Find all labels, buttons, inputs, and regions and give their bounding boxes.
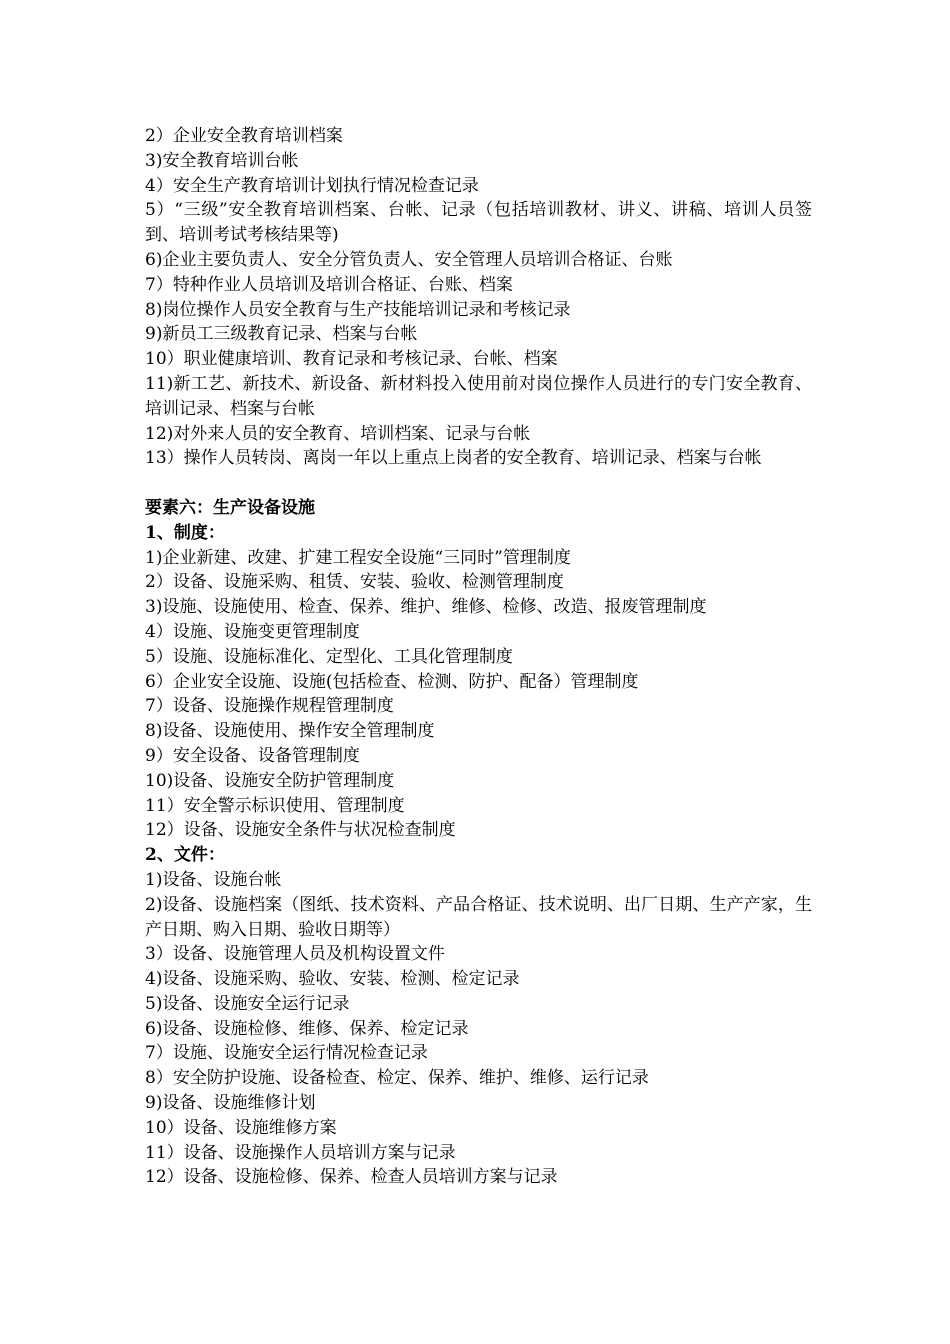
docs-list <box>145 868 812 1190</box>
list-item: 11）设备、设施操作人员培训方案与记录 <box>145 1142 456 1163</box>
list-item: 9)设备、设施维修计划 <box>145 1093 316 1114</box>
section5-list <box>145 124 812 471</box>
list-item: 7）特种作业人员培训及培训合格证、台账、档案 <box>145 274 513 295</box>
list-item: 1)企业新建、改建、扩建工程安全设施“三同时”管理制度 <box>145 547 571 568</box>
rules-list <box>145 546 812 844</box>
list-item: 13）操作人员转岗、离岗一年以上重点上岗者的安全教育、培训记录、档案与台帐 <box>145 448 762 469</box>
list-item: 5）“三级”安全教育培训档案、台帐、记录（包括培训教材、讲义、讲稿、培训人员签到、培训考试考核结果等) <box>145 200 812 246</box>
list-item: 12)对外来人员的安全教育、培训档案、记录与台帐 <box>145 423 531 444</box>
list-item: 12）设备、设施检修、保养、检查人员培训方案与记录 <box>145 1167 558 1188</box>
list-item: 3)设施、设施使用、检查、保养、维护、维修、检修、改造、报废管理制度 <box>145 597 707 618</box>
list-item: 7）设施、设施安全运行情况检查记录 <box>145 1043 428 1064</box>
list-item: 9)新员工三级教育记录、档案与台帐 <box>145 324 418 345</box>
list-item: 6）企业安全设施、设施(包括检查、检测、防护、配备）管理制度 <box>145 671 639 692</box>
docs-heading: 2、文件： <box>145 845 225 866</box>
list-item: 8)岗位操作人员安全教育与生产技能培训记录和考核记录 <box>145 299 571 320</box>
list-item: 4）设施、设施变更管理制度 <box>145 621 360 642</box>
list-item: 11）安全警示标识使用、管理制度 <box>145 795 405 816</box>
list-item: 12）设备、设施安全条件与状况检查制度 <box>145 820 456 841</box>
list-item: 10)设备、设施安全防护管理制度 <box>145 770 395 791</box>
list-item: 6)企业主要负责人、安全分管负责人、安全管理人员培训合格证、台账 <box>145 249 673 270</box>
list-item: 9）安全设备、设备管理制度 <box>145 745 360 766</box>
list-item: 4）安全生产教育培训计划执行情况检查记录 <box>145 175 479 196</box>
section-spacer <box>145 471 812 496</box>
list-item: 2)设备、设施档案（图纸、技术资料、产品合格证、技术说明、出厂日期、生产产家，生产日期、购入日期、验收日期等） <box>145 894 812 940</box>
list-item: 4)设备、设施采购、验收、安装、检测、检定记录 <box>145 969 520 990</box>
list-item: 1)设备、设施台帐 <box>145 869 282 890</box>
list-item: 8）安全防护设施、设备检查、检定、保养、维护、维修、运行记录 <box>145 1068 649 1089</box>
list-item: 5)设备、设施安全运行记录 <box>145 993 350 1014</box>
list-item: 10）设备、设施维修方案 <box>145 1117 337 1138</box>
list-item: 10）职业健康培训、教育记录和考核记录、台帐、档案 <box>145 349 558 370</box>
section-title: 要素六：生产设备设施 <box>145 497 315 518</box>
list-item: 7）设备、设施操作规程管理制度 <box>145 696 394 717</box>
rules-heading: 1、制度： <box>145 522 225 543</box>
list-item: 2）企业安全教育培训档案 <box>145 126 343 146</box>
list-item: 5）设施、设施标准化、定型化、工具化管理制度 <box>145 646 513 667</box>
list-item: 2）设备、设施采购、租赁、安装、验收、检测管理制度 <box>145 572 564 593</box>
list-item: 3）设备、设施管理人员及机构设置文件 <box>145 944 445 965</box>
list-item: 6)设备、设施检修、维修、保养、检定记录 <box>145 1018 469 1039</box>
list-item: 8)设备、设施使用、操作安全管理制度 <box>145 721 435 742</box>
list-item: 11)新工艺、新技术、新设备、新材料投入使用前对岗位操作人员进行的专门安全教育、培训记录、档案与台帐 <box>145 373 812 419</box>
list-item: 3)安全教育培训台帐 <box>145 150 299 171</box>
